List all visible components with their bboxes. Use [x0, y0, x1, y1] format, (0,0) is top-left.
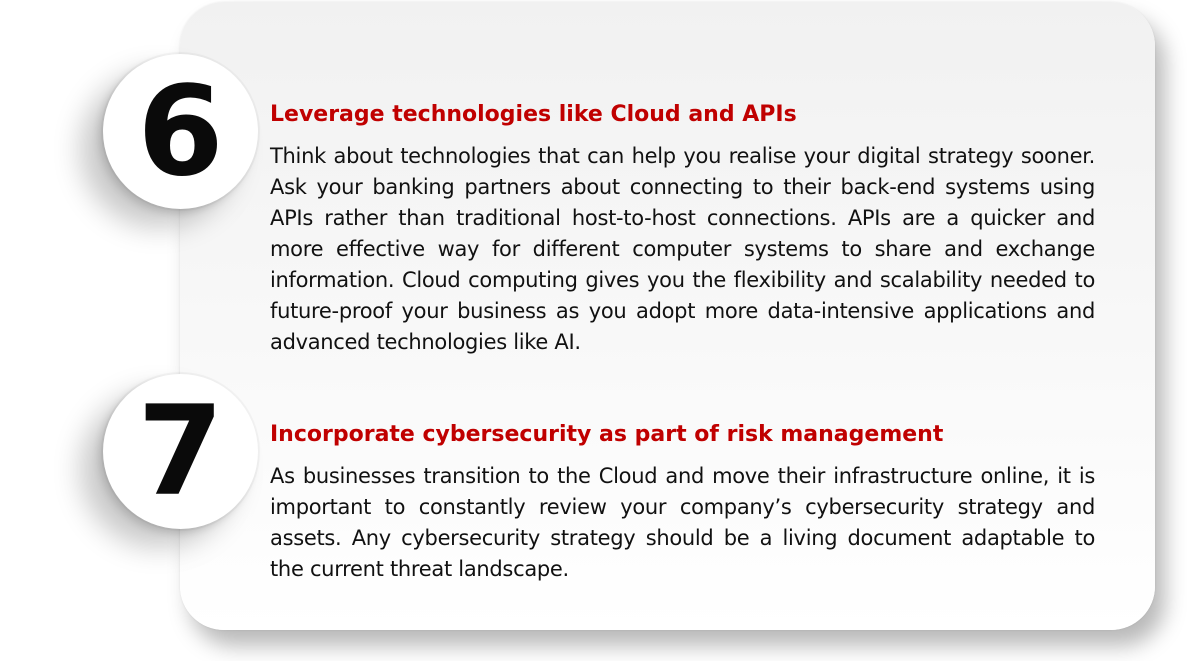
tip-body: As businesses transition to the Cloud and move their infrastructure online, it is important to constantly review your company’s cybersecurity strategy and assets. Any cybersecurity strategy should be a living document adaptable to the current threat landscape. — [270, 464, 1095, 581]
step-number-badge — [103, 374, 258, 529]
tip-section — [270, 101, 1095, 358]
tip-heading: Incorporate cybersecurity as part of risk management — [270, 422, 944, 447]
step-number-badge — [103, 54, 258, 209]
tip-heading: Leverage technologies like Cloud and APIs — [270, 102, 797, 127]
step-number: 6 — [137, 59, 224, 204]
step-number: 7 — [137, 379, 224, 524]
tip-body: Think about technologies that can help you realise your digital strategy sooner. Ask your banking partners about connecting to their back-end systems using APIs rather than traditional host-to-host connections. APIs are a quicker and more effective way for different computer systems to share and exchange information. Cloud computing gives you the flexibility and scalability needed to future-proof your business as you adopt more data-intensive applications and advanced technologies like AI. — [270, 144, 1095, 354]
tip-section — [270, 421, 1095, 585]
